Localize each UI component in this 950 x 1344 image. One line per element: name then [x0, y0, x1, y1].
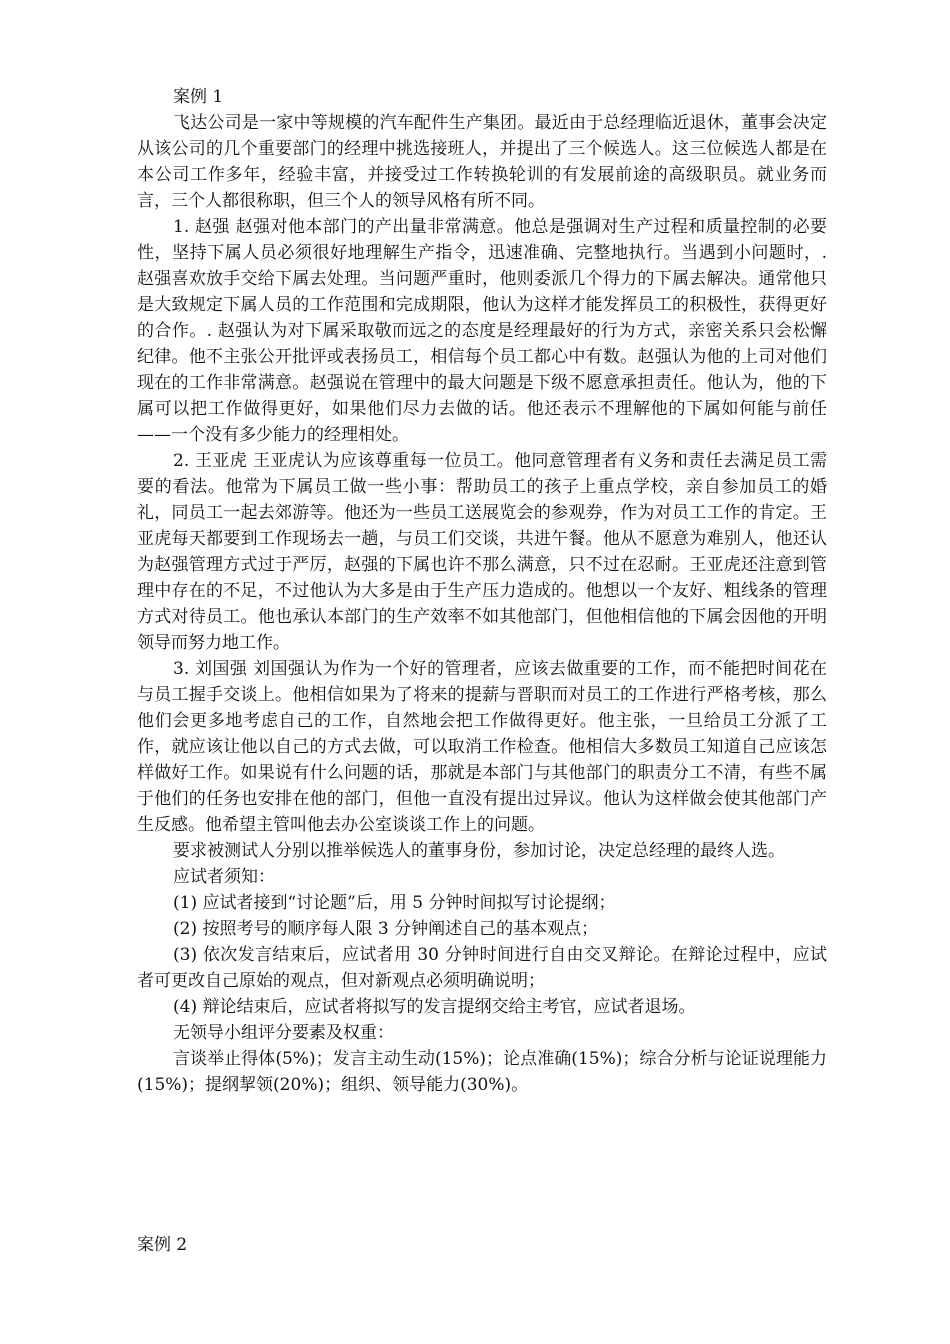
notice-title: 应试者须知： — [173, 867, 275, 887]
requirement-paragraph: 要求被测试人分别以推举候选人的董事身份，参加讨论，决定总经理的最终人选。 — [173, 841, 785, 861]
scoring-paragraph: 言谈举止得体(5%)；发言主动生动(15%)；论点准确(15%)；综合分析与论证说理能力(15%)；提纲挈领(20%)；组织、领导能力(30%)。 — [137, 1049, 827, 1095]
candidate-2-paragraph: 2. 王亚虎 王亚虎认为应该尊重每一位员工。他同意管理者有义务和责任去满足员工需要的看法。他常为下属员工做一些小事：帮助员工的孩子上重点学校，亲自参加员工的婚礼，同员工一起去郊游等。他还为一些员工送展览会的参观券，作为对员工工作的肯定。王亚虎每天都要到工作现场去一趟，与员工们交谈，共进午餐。他从不愿意为难别人，他还认为赵强管理方式过于严厉，赵强的下属也许不那么满意，只不过在忍耐。王亚虎还注意到管理中存在的不足，不过他认为大多是由于生产压力造成的。他想以一个友好、粗线条的管理方式对待员工。他也承认本部门的生产效率不如其他部门，但他相信他的下属会因他的开明领导而努力地工作。 — [137, 451, 827, 653]
candidate-3-paragraph: 3. 刘国强 刘国强认为作为一个好的管理者，应该去做重要的工作，而不能把时间花在与员工握手交谈上。他相信如果为了将来的提薪与晋职而对员工的工作进行严格考核，那么他们会更多地考虑自己的工作，自然地会把工作做得更好。他主张，一旦给员工分派了工作，就应该让他以自己的方式去做，可以取消工作检查。他相信大多数员工知道自己应该怎样做好工作。如果说有什么问题的话，那就是本部门与其他部门的职责分工不清，有些不属于他们的任务也安排在他的部门，但他一直没有提出过异议。他认为这样做会使其他部门产生反感。他希望主管叫他去办公室谈谈工作上的问题。 — [137, 659, 827, 835]
notice-item-3: (3) 依次发言结束后，应试者用 30 分钟时间进行自由交叉辩论。在辩论过程中，应试者可更改自己原始的观点，但对新观点必须明确说明； — [137, 945, 827, 991]
case1-title: 案例 1 — [173, 87, 224, 107]
case1-intro-paragraph: 飞达公司是一家中等规模的汽车配件生产集团。最近由于总经理临近退休，董事会决定从该公司的几个重要部门的经理中挑选接班人，并提出了三个候选人。这三位候选人都是在本公司工作多年，经验丰富，并接受过工作转换轮训的有发展前途的高级职员。就业务而言，三个人都很称职，但三个人的领导风格有所不同。 — [137, 113, 827, 211]
candidate-1-paragraph: 1. 赵强 赵强对他本部门的产出量非常满意。他总是强调对生产过程和质量控制的必要性，坚持下属人员必须很好地理解生产指令，迅速准确、完整地执行。当遇到小问题时，. 赵强喜欢放手交给下属去处理。当问题严重时，他则委派几个得力的下属去解决。通常他只是大致规定下属人员的工作范围和完成期限，他认为这样才能发挥员工的积极性，获得更好的合作。. 赵强认为对下属采取敬而远之的态度是经理最好的行为方式，亲密关系只会松懈纪律。他不主张公开批评或表扬员工，相信每个员工都心中有数。赵强认为他的上司对他们现在的工作非常满意。赵强说在管理中的最大问题是下级不愿意承担责任。他认为，他的下属可以把工作做得更好，如果他们尽力去做的话。他还表示不理解他的下属如何能与前任——一个没有多少能力的经理相处。 — [137, 217, 827, 445]
notice-item-4: (4) 辩论结束后，应试者将拟写的发言提纲交给主考官，应试者退场。 — [173, 997, 696, 1017]
case2-title: 案例 2 — [137, 1235, 188, 1255]
scoring-title: 无领导小组评分要素及权重： — [173, 1023, 394, 1043]
notice-item-1: (1) 应试者接到“讨论题”后，用 5 分钟时间拟写讨论提纲； — [173, 893, 616, 913]
document-body — [137, 84, 827, 1098]
notice-item-2: (2) 按照考号的顺序每人限 3 分钟阐述自己的基本观点； — [173, 919, 599, 939]
